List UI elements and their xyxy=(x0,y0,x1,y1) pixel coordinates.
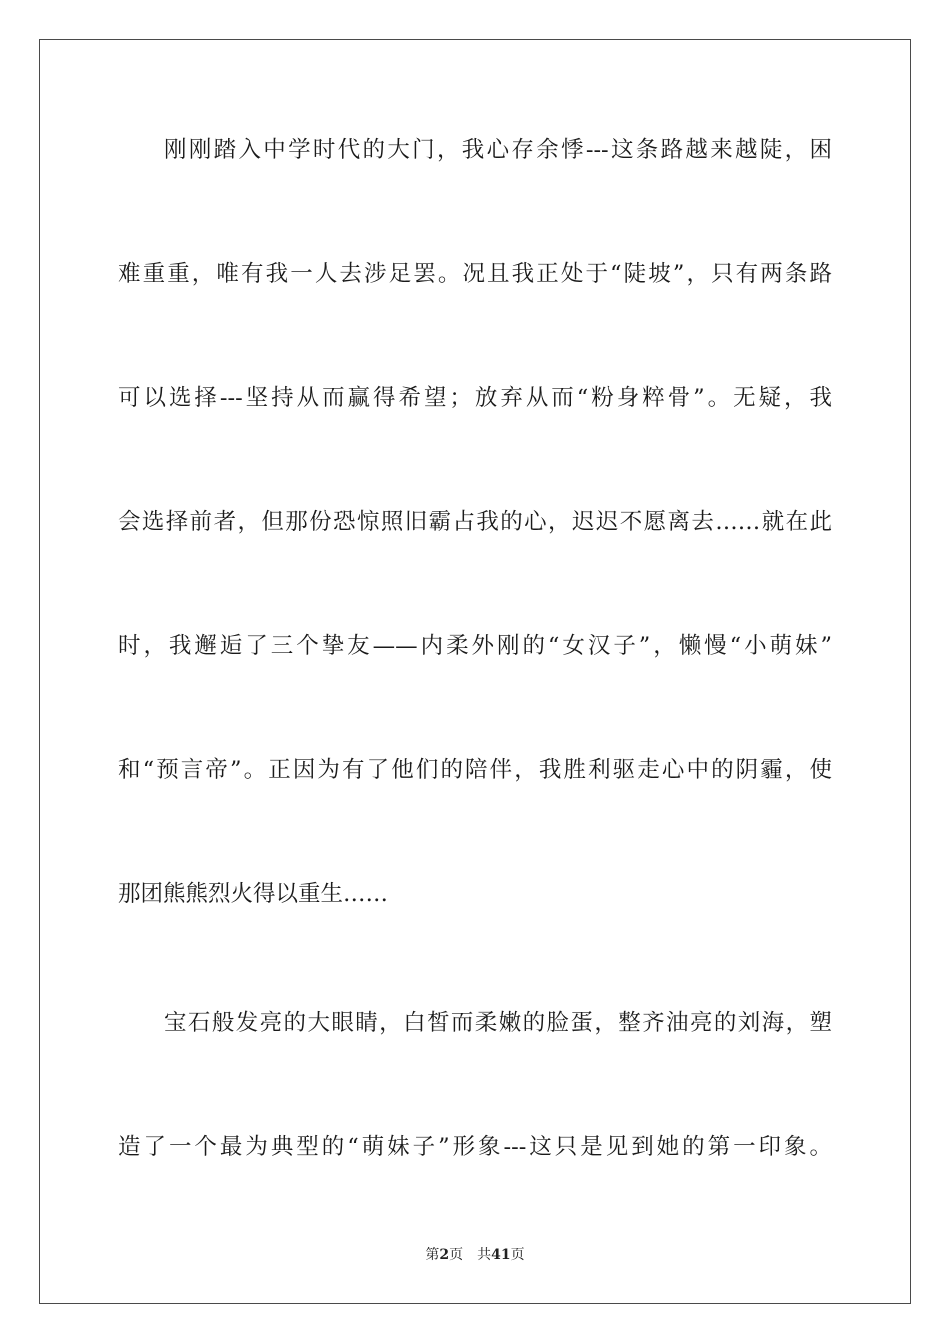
page-suffix: 页 xyxy=(449,1247,464,1263)
total-prefix: 共 xyxy=(477,1247,492,1263)
paragraph-1-line-3: 可以选择---坚持从而赢得希望；放弃从而“粉身粹骨”。无疑，我 xyxy=(118,385,832,411)
paragraph-1-line-6: 和“预言帝”。正因为有了他们的陪伴，我胜利驱走心中的阴霾，使 xyxy=(118,757,832,783)
page-number: 2 xyxy=(439,1247,450,1263)
paragraph-2-line-2: 造了一个最为典型的“萌妹子”形象---这只是见到她的第一印象。 xyxy=(118,1134,832,1160)
page-border xyxy=(39,39,911,1304)
paragraph-1-line-7: 那团熊熊烈火得以重生…… xyxy=(118,881,389,907)
total-suffix: 页 xyxy=(510,1247,525,1263)
total-pages: 41 xyxy=(491,1247,511,1263)
page-prefix: 第 xyxy=(425,1247,440,1263)
paragraph-2-line-1: 宝石般发亮的大眼睛，白皙而柔嫩的脸蛋，整齐油亮的刘海，塑 xyxy=(164,1010,832,1036)
paragraph-1-line-4: 会选择前者，但那份恐惊照旧霸占我的心，迟迟不愿离去……就在此 xyxy=(118,509,832,535)
page-footer xyxy=(0,1246,950,1264)
paragraph-1-line-1: 刚刚踏入中学时代的大门，我心存余悸---这条路越来越陡，困 xyxy=(164,137,832,163)
paragraph-1-line-2: 难重重，唯有我一人去涉足罢。况且我正处于“陡坡”，只有两条路 xyxy=(118,261,832,287)
paragraph-1-line-5: 时，我邂逅了三个挚友——内柔外刚的“女汉子”，懒慢“小萌妹” xyxy=(118,633,832,659)
